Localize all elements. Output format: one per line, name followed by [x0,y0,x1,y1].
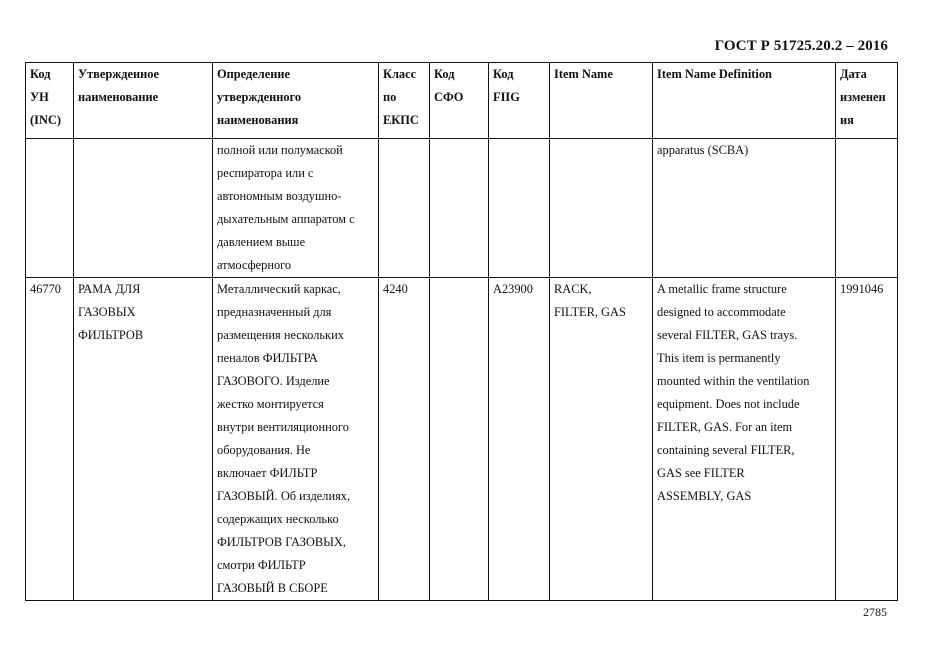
cell-approved-name [74,278,213,601]
cell-class [379,139,430,278]
cell-fiig [489,278,550,601]
column-header-inc-label: Код УН (INC) [30,67,61,127]
cell-fiig-text: A23900 [493,282,533,296]
cell-definition-text: Металлический каркас, предназначенный для размещения нескольких пеналов ФИЛЬТРА ГАЗОВОГО. Изделие жестко монтируется внутри вентиляционного оборудования. Не включает ФИЛЬТР ГАЗОВЫЙ. Об изделиях, содержащих несколько ФИЛЬТРОВ ГАЗОВЫХ, смотри ФИЛЬТР ГАЗОВЫЙ В СБОРЕ [217,282,351,595]
column-header-definition-label: Определение утвержденного наименования [217,67,302,127]
column-header-sfo [430,63,489,139]
cell-sfo [430,278,489,601]
column-header-definition [213,63,379,139]
cell-inc-text: 46770 [30,282,61,296]
cell-class [379,278,430,601]
cell-inc [26,278,74,601]
cell-date-text: 1991046 [840,282,884,296]
cell-date [836,278,898,601]
cell-item-name-definition [653,139,836,278]
column-header-date-label: Дата изменен ия [840,67,886,127]
cell-definition [213,139,379,278]
cell-sfo [430,139,489,278]
table-row [26,139,898,278]
column-header-approved-name-label: Утвержденное наименование [78,67,159,104]
cell-definition-text: полной или полумаской респиратора или с автономным воздушно- дыхательным аппаратом с давлением выше атмосферного [217,143,355,272]
column-header-item-name-definition-label: Item Name Definition [657,67,772,81]
cell-item-name-definition-text: A metallic frame structure designed to accommodate several FILTER, GAS trays. This item is permanently mounted within the ventilation equipment. Does not include FILTER, GAS. For an item containing several FILTER, GAS see FILTER ASSEMBLY, GAS [657,282,810,503]
table-header-row [26,63,898,139]
cell-date [836,139,898,278]
column-header-date [836,63,898,139]
cell-item-name-definition [653,278,836,601]
page-number: 2785 [863,605,887,619]
column-header-item-name-label: Item Name [554,67,613,81]
cell-item-name [550,278,653,601]
column-header-class [379,63,430,139]
catalog-table [25,62,898,601]
table-row [26,278,898,601]
column-header-sfo-label: Код СФО [434,67,464,104]
column-header-item-name [550,63,653,139]
cell-definition [213,278,379,601]
column-header-class-label: Класс по ЕКПС [383,67,419,127]
column-header-inc [26,63,74,139]
cell-fiig [489,139,550,278]
cell-item-name [550,139,653,278]
column-header-item-name-definition [653,63,836,139]
column-header-fiig [489,63,550,139]
cell-approved-name [74,139,213,278]
cell-item-name-text: RACK, FILTER, GAS [554,282,626,319]
document-standard-header: ГОСТ Р 51725.20.2 – 2016 [714,38,888,54]
cell-item-name-definition-text: apparatus (SCBA) [657,143,749,157]
cell-approved-name-text: РАМА ДЛЯ ГАЗОВЫХ ФИЛЬТРОВ [78,282,144,342]
column-header-fiig-label: Код FIIG [493,67,520,104]
cell-class-text: 4240 [383,282,408,296]
column-header-approved-name [74,63,213,139]
cell-inc [26,139,74,278]
